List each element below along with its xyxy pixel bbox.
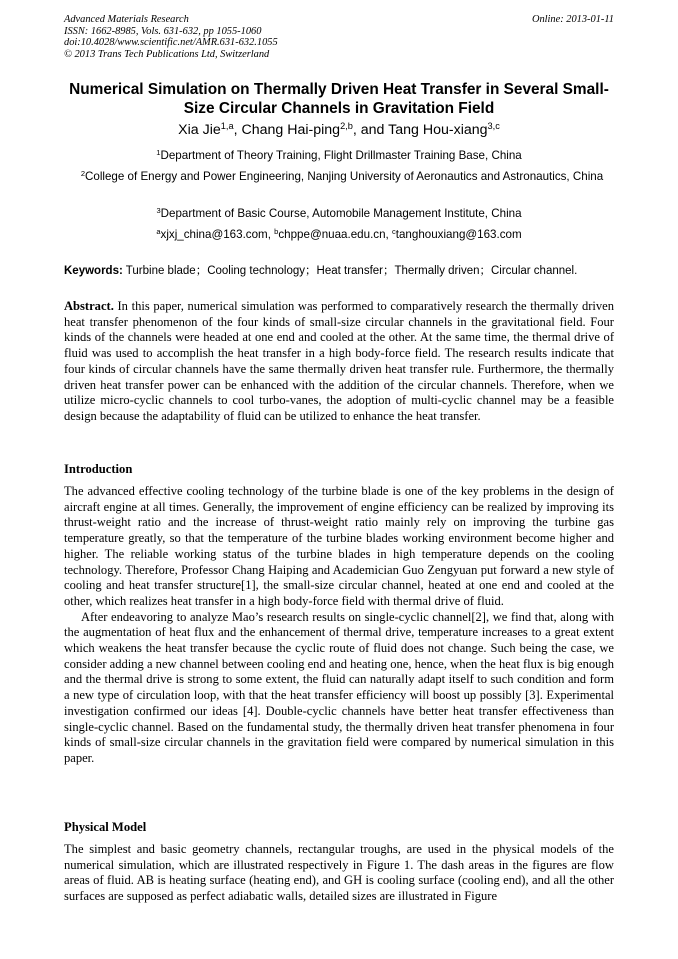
author-superscript: 1,a	[220, 120, 234, 131]
affiliation-marker: 1	[156, 147, 161, 157]
author-name: Tang Hou-xiang	[388, 122, 488, 138]
author-name: Xia Jie	[178, 122, 221, 138]
physical-model-body	[64, 842, 614, 905]
email-marker: a	[156, 226, 161, 236]
affiliation-marker: 3	[156, 205, 161, 215]
affiliation-marker: 2	[80, 168, 86, 178]
journal-name: Advanced Materials Research	[64, 14, 189, 25]
affiliation-2	[70, 169, 614, 185]
abstract-label: Abstract.	[64, 299, 114, 313]
email-separator: ,	[385, 228, 392, 241]
affiliation-text: College of Energy and Power Engineering, Nanjing University of Aeronautics and Astronautics, China	[85, 170, 604, 183]
affiliation-3	[64, 206, 614, 222]
affiliation-text: Department of Basic Course, Automobile Management Institute, China	[160, 207, 522, 220]
email-marker: b	[274, 226, 279, 236]
introduction-body	[64, 484, 614, 767]
section-heading-physical-model: Physical Model	[64, 820, 147, 834]
paper-title: Numerical Simulation on Thermally Driven Heat Transfer in Several Small-Size Circular Channels in Gravitation Field	[69, 81, 609, 117]
journal-copyright: © 2013 Trans Tech Publications Ltd, Switzerland	[64, 48, 270, 60]
journal-header	[64, 14, 614, 60]
email-separator: ,	[267, 228, 275, 241]
paragraph: The advanced effective cooling technology of the turbine blade is one of the key problems in the design of aircraft engine at all times. Generally, the improvement of engine efficiency can be realized by improving its thrust-weight ratio and the increase of thrust-weight ratio mainly rely on improving the turbine gas temperature greatly, so that the temperature of the turbine blades working environment become higher and higher. The reliable working status of the turbine blades in high temperature depends on the cooling technology. Therefore, Professor Chang Haiping and Academician Guo Zengyuan put forward a new style of cooling and heat transfer structure[1], the small-size circular channel, heated at one end and cooled at the other, which realizes heat transfer in a high body-force field with thermal drive of fluid.	[64, 484, 614, 608]
online-date: Online: 2013-01-11	[531, 14, 614, 25]
affiliation-1	[64, 148, 614, 164]
author-list	[64, 121, 614, 139]
author-name: Chang Hai-ping	[241, 122, 341, 138]
author-separator: , and	[352, 122, 389, 138]
abstract	[64, 299, 614, 425]
section-heading-introduction: Introduction	[64, 462, 133, 476]
journal-issn: ISSN: 1662-8985, Vols. 631-632, pp 1055-1060	[64, 25, 262, 37]
paragraph-indented	[64, 610, 614, 767]
keywords-text: Turbine blade；Cooling technology；Heat transfer；Thermally driven；Circular channel.	[125, 265, 578, 277]
email-marker: c	[392, 226, 396, 236]
author-superscript: 3,c	[487, 120, 500, 131]
abstract-text: In this paper, numerical simulation was performed to comparatively research the thermally driven heat transfer phenomenon of the four kinds of small-size circular channels in the gravitational field. Four kinds of the channels were headed at one end and cooled at the other. At the same time, the thermal drive of fluid was used to accomplish the heat transfer in a high body-force field. The research results indicate that four kinds of circular channels have the same thermally driven heat transfer rule. Furthermore, the thermally driven heat transfer power can be enhanced with the addition of the circular channels. Therefore, when we utilize micro-cyclic channels to cool turbo-vanes, the adoption of multi-cyclic channel may be a feasible design because the adaptability of fluid can be utilized to enhance the heat transfer.	[64, 299, 614, 423]
email-address: chppe@nuaa.edu.cn	[278, 228, 386, 241]
email-list	[64, 227, 614, 243]
affiliation-text: Department of Theory Training, Flight Drillmaster Training Base, China	[160, 149, 522, 162]
keywords-label: Keywords:	[64, 265, 123, 277]
email-address: xjxj_china@163.com	[160, 228, 268, 241]
journal-doi: doi:10.4028/www.scientific.net/AMR.631-632.1055	[64, 37, 278, 48]
keywords-line	[64, 264, 616, 279]
paragraph: The simplest and basic geometry channels, rectangular troughs, are used in the physical models of the numerical simulation, which are illustrated respectively in Figure 1. The dash areas in the figures are flow areas of fluid. AB is heating surface (heating end), and GH is cooling surface (cooling end), and all the other surfaces are supposed as perfect adiabatic walls, detailed sizes are illustrated in Figure	[64, 842, 614, 904]
email-address: tanghouxiang@163.com	[395, 228, 522, 241]
author-superscript: 2,b	[340, 120, 353, 131]
author-separator: ,	[233, 122, 242, 138]
paragraph-text: After endeavoring to analyze Mao’s research results on single-cyclic channel[2], we find that, along with the augmentation of heat flux and the enhancement of thermal drive, temperature increases to a great extent which weakens the heat transfer because the cyclic route of fluid does not change. Such being the case, we consider adding a new channel between cooling end and heating one, hence, when the heat flux is big enough and the thermal drive is strong to some extent, the fluid can naturally adapt itself to such condition and form a new type of circulation loop, with that the heat transfer efficiency will boost up possibly [3]. Experimental investigation confirmed our ideas [4]. Double-cyclic channels have better heat transfer effectiveness than single-cyclic channel. Based on the fundamental study, the thermally driven heat transfer phenomena in four kinds of small-size circular channels in the gravitation field were compared by numerical simulation in this paper.	[64, 609, 614, 765]
